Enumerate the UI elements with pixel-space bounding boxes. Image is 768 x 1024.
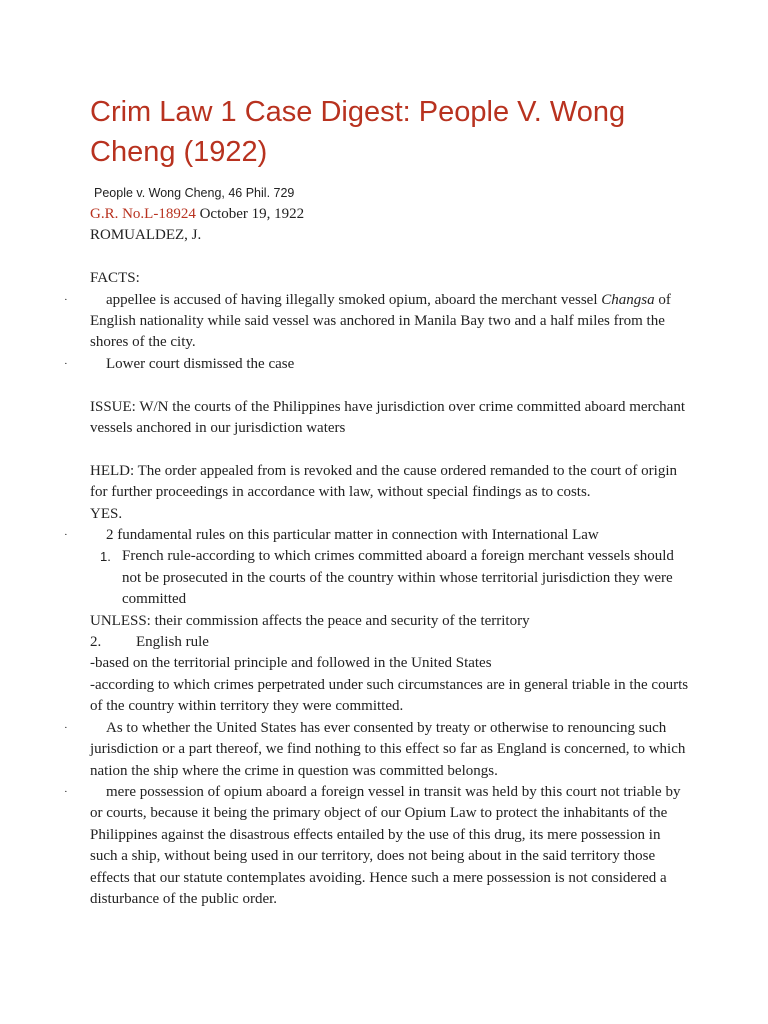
facts-item: · Lower court dismissed the case [90, 354, 690, 375]
spacer [90, 247, 690, 268]
rule-french: 1. French rule-according to which crimes committed aboard a foreign merchant vessels should not be prosecuted in the courts of the country within whose territorial jurisdiction they were committed [100, 548, 674, 608]
held-answer: YES. [90, 505, 123, 522]
vessel-name: Changsa [601, 291, 655, 308]
bullet-icon: · [64, 785, 68, 798]
bullet-icon: · [64, 293, 68, 306]
spacer [90, 439, 690, 460]
bullet-icon: · [64, 721, 68, 734]
bullet-icon: · [64, 357, 68, 370]
spacer [90, 375, 690, 396]
decision-date: October 19, 1922 [195, 206, 305, 222]
facts-heading: FACTS: [90, 270, 140, 287]
case-citation: People v. Wong Cheng, 46 Phil. 729 [94, 186, 295, 200]
held-paragraph: HELD: The order appealed from is revoked and the cause ordered remanded to the court of origin for further proceedings in accordance with law, without special findings as to costs. [90, 462, 677, 501]
facts-item: · appellee is accused of having illegally smoked opium, aboard the merchant vessel Changsa of English nationality while said vessel was anchored in Manila Bay two and a half miles from the shores of the city. [64, 291, 671, 351]
case-reference [90, 204, 690, 225]
gr-number-link[interactable]: G.R. No.L-18924 [90, 206, 196, 222]
ponente: ROMUALDEZ, J. [90, 227, 202, 244]
bullet-icon: · [64, 529, 68, 542]
page-title: Crim Law 1 Case Digest: People V. Wong Cheng (1922) [90, 96, 626, 168]
rule-english: 2. English rule [90, 632, 690, 653]
issue-paragraph: ISSUE: W/N the courts of the Philippines have jurisdiction over crime committed aboard merchant vessels anchored in our jurisdiction waters [90, 398, 685, 437]
list-number: 2. [90, 634, 102, 651]
case-digest-body [64, 184, 690, 910]
list-number: 1. [100, 549, 111, 565]
us-treaty-paragraph: · As to whether the United States has ever consented by treaty or otherwise to renouncing such jurisdiction or a part thereof, we find nothing to this effect so far as England is concerned, to which nation the ship where the crime in question was committed belongs. [64, 719, 686, 779]
possession-paragraph: · mere possession of opium aboard a foreign vessel in transit was held by this court not triable by or courts, because it being the primary object of our Opium Law to protect the inhabitants of the Philippines against the disastrous effects entailed by the use of this drug, its mere possession in such a ship, without being used in our territory, does not being about in the said territory those effects that our statute contemplates avoiding. Hence such a mere possession is not considered a disturbance of the public order. [64, 783, 681, 907]
unless-clause: UNLESS: their commission affects the peace and security of the territory [90, 612, 530, 629]
rule-english-detail: -according to which crimes perpetrated under such circumstances are in general triable in the courts of the country within territory they were committed. [90, 676, 689, 715]
rule-english-detail: -based on the territorial principle and followed in the United States [90, 655, 492, 672]
rules-intro: · 2 fundamental rules on this particular matter in connection with International Law [90, 525, 690, 546]
